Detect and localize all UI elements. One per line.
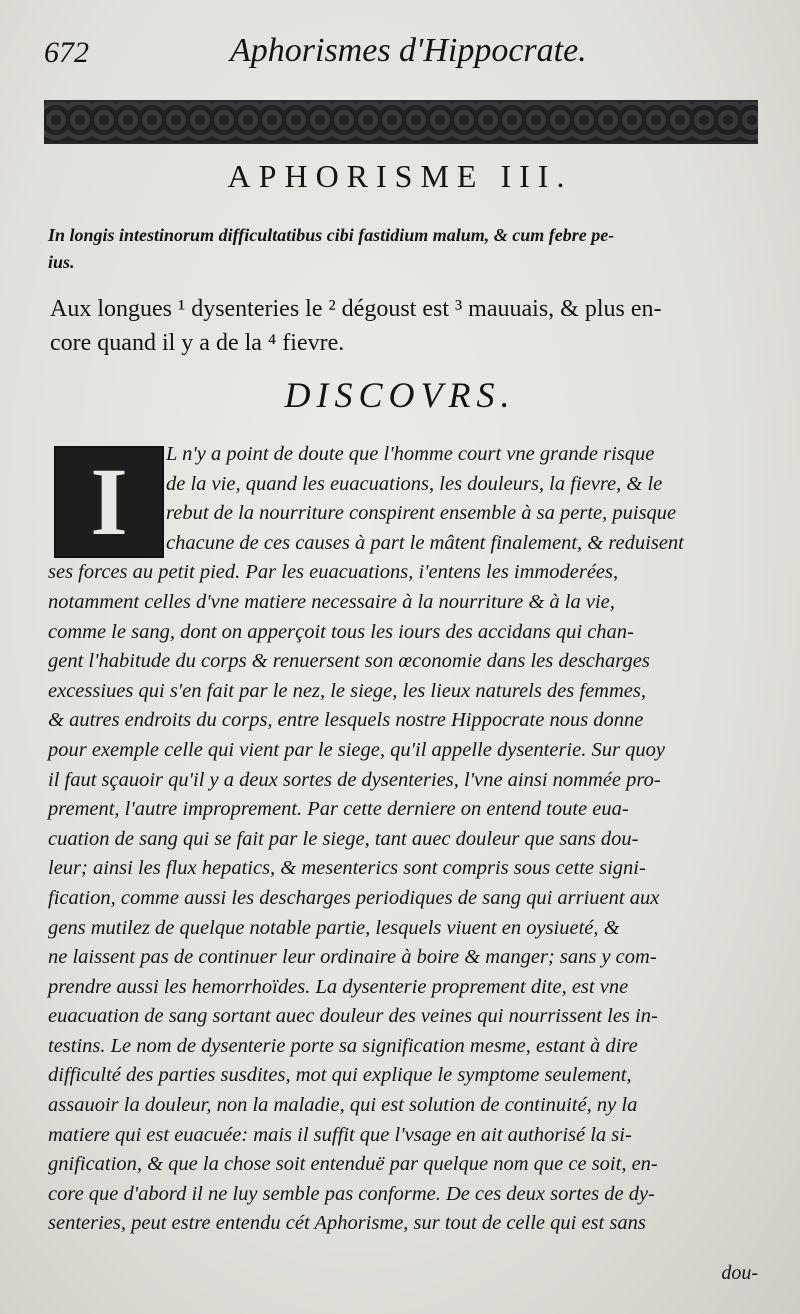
catchword: dou-	[721, 1262, 758, 1284]
aphorism-heading: APHORISME III.	[227, 158, 573, 194]
french-line: core quand il y a de la ⁴ fievre.	[50, 330, 345, 356]
page-number: 672	[44, 36, 89, 69]
french-line: Aux longues ¹ dysenteries le ² dégoust est ³ mauuais, & plus en-	[50, 296, 662, 322]
body-line: rebut de la nourriture conspirent ensemble à sa perte, puisque	[166, 502, 677, 525]
body-line: core que d'abord il ne luy semble pas conforme. De ces deux sortes de dy-	[48, 1182, 655, 1205]
latin-aphorism-text	[48, 222, 760, 276]
body-line: senteries, peut estre entendu cét Aphorisme, sur tout de celle qui est sans	[48, 1212, 646, 1235]
running-title: Aphorismes d'Hippocrate.	[230, 32, 587, 69]
body-line: testins. Le nom de dysenterie porte sa signification mesme, estant à dire	[48, 1034, 638, 1057]
drop-cap-letter: I	[90, 448, 128, 555]
body-line: gent l'habitude du corps & renuersent son œconomie dans les descharges	[48, 650, 650, 673]
french-aphorism-text	[50, 292, 762, 360]
body-line: pour exemple celle qui vient par le siege, qu'il appelle dysenterie. Sur quoy	[48, 738, 665, 761]
body-line: fication, comme aussi les descharges periodiques de sang qui arriuent aux	[48, 886, 660, 909]
body-line: matiere qui est euacuée: mais il suffit que l'vsage en ait authorisé la si-	[48, 1123, 632, 1146]
body-line: prement, l'autre improprement. Par cette derniere on entend toute eua-	[48, 798, 629, 821]
discours-body	[48, 440, 764, 1239]
body-line: L n'y a point de doute que l'homme court vne grande risque	[166, 443, 655, 465]
body-line: euacuation de sang sortant auec douleur des veines qui nourrissent les in-	[48, 1005, 658, 1028]
body-line: ses forces au petit pied. Par les euacuations, i'entens les immoderées,	[48, 561, 619, 584]
body-line: leur; ainsi les flux hepatics, & mesenterics sont compris sous cette signi-	[48, 857, 646, 880]
body-line: il faut sçauoir qu'il y a deux sortes de dysenteries, l'vne ainsi nommée pro-	[48, 768, 661, 791]
body-line: excessiues qui s'en fait par le nez, le siege, les lieux naturels des femmes,	[48, 679, 646, 702]
body-line: & autres endroits du corps, entre lesquels nostre Hippocrate nous donne	[48, 709, 644, 732]
running-head	[40, 22, 760, 82]
body-line: assauoir la douleur, non la maladie, qui est solution de continuité, ny la	[48, 1094, 638, 1117]
body-line: chacune de ces causes à part le mâtent finalement, & reduisent	[166, 531, 684, 554]
discours-heading: DISCOVRS.	[284, 375, 516, 415]
latin-line: ius.	[48, 252, 75, 272]
body-line: gnification, & que la chose soit entenduë par quelque nom que ce soit, en-	[48, 1153, 658, 1176]
body-line: ne laissent pas de continuer leur ordinaire à boire & manger; sans y com-	[48, 946, 657, 969]
body-line: de la vie, quand les euacuations, les douleurs, la fievre, & le	[166, 472, 663, 495]
latin-line: In longis intestinorum difficultatibus cibi fastidium malum, & cum febre pe-	[48, 225, 615, 245]
body-line: gens mutilez de quelque notable partie, lesquels viuent en oysiueté, &	[48, 916, 620, 939]
body-line: comme le sang, dont on apperçoit tous les iours des accidans qui chan-	[48, 620, 634, 643]
body-line: difficulté des parties susdites, mot qui explique le symptome seulement,	[48, 1064, 632, 1087]
body-line: prendre aussi les hemorrhoïdes. La dysenterie proprement dite, est vne	[48, 975, 629, 998]
decorative-ornament-band	[44, 100, 758, 144]
body-line: cuation de sang qui se fait par le siege, tant auec douleur que sans dou-	[48, 827, 639, 850]
body-line: notamment celles d'vne matiere necessaire à la nourriture & à la vie,	[48, 590, 615, 613]
